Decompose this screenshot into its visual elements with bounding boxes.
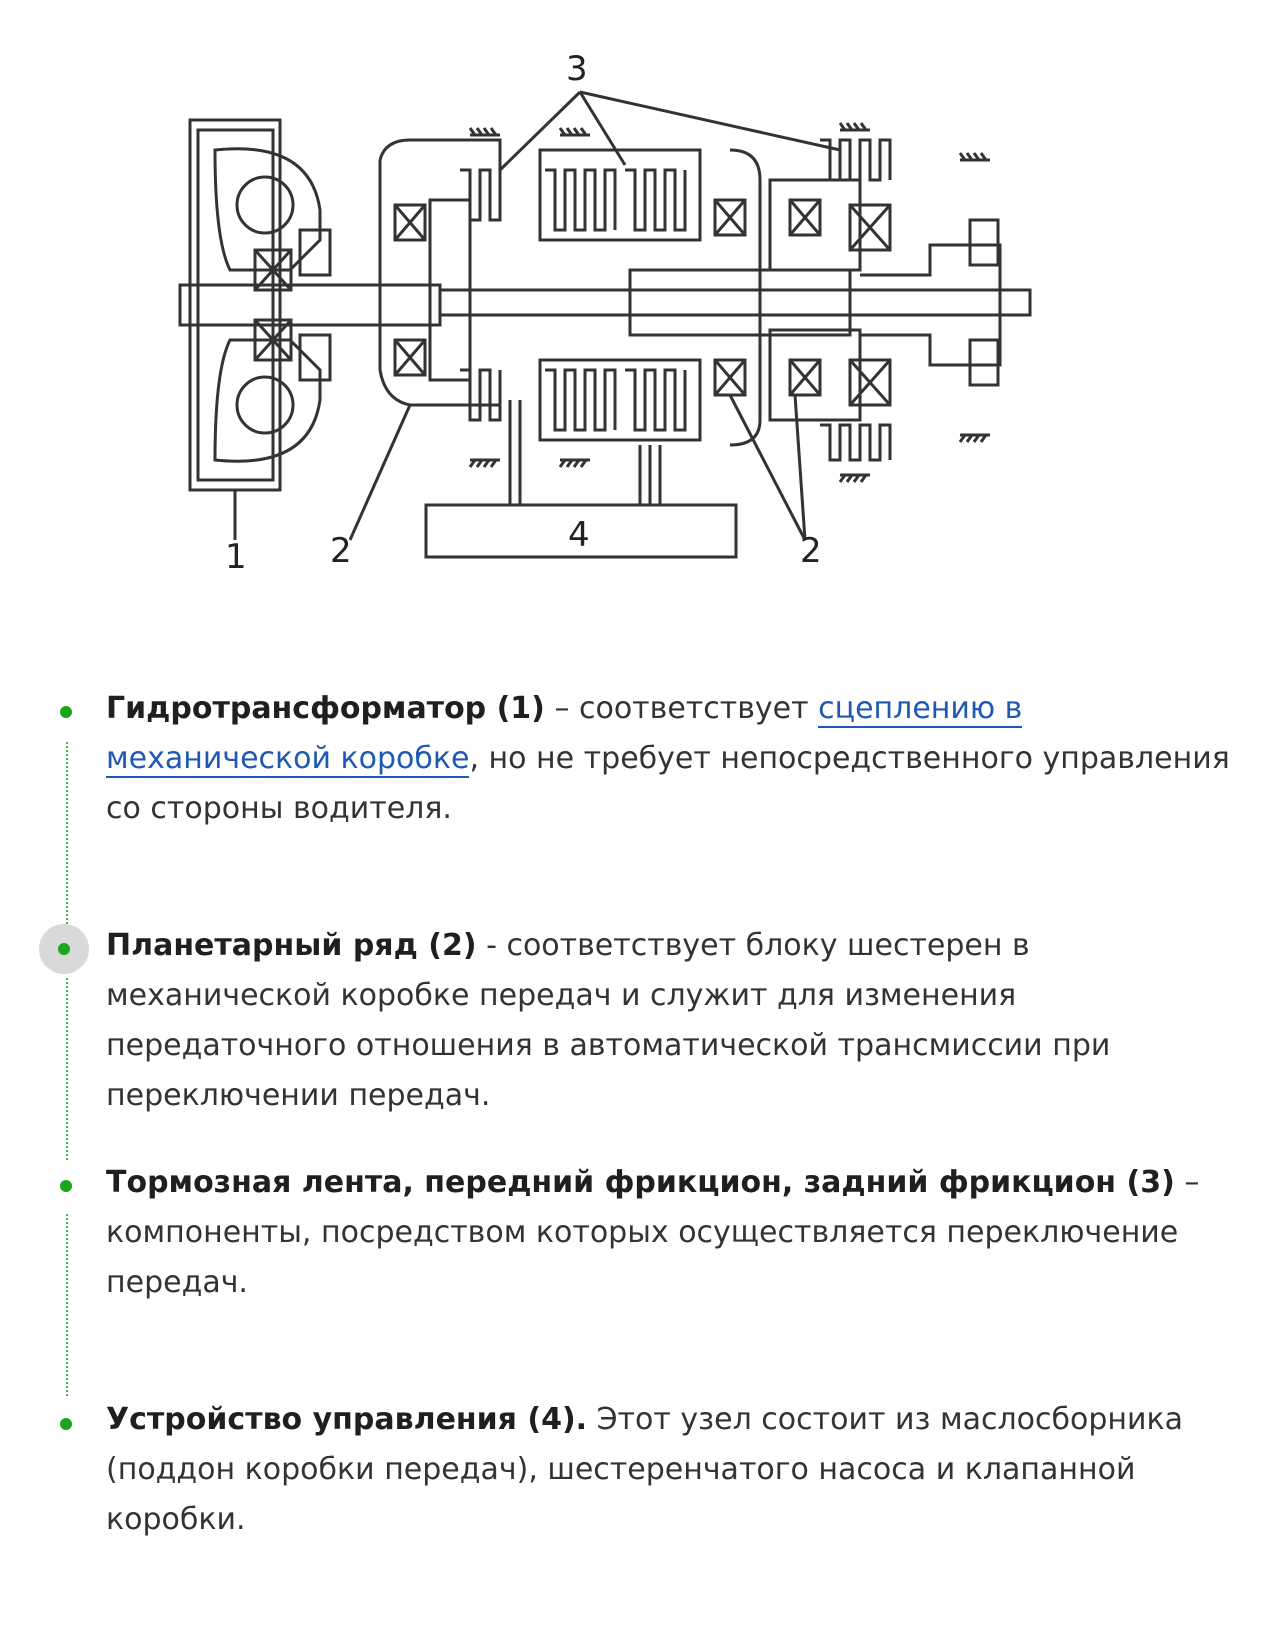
item-text: – соответствует — [544, 691, 819, 726]
item-control-unit — [106, 1395, 1246, 1545]
callout-2-right: 2 — [800, 531, 822, 571]
item-term: Устройство управления (4). — [106, 1402, 588, 1437]
callout-4: 4 — [568, 515, 590, 555]
callout-1: 1 — [225, 537, 247, 577]
bullet-dot — [60, 706, 72, 718]
item-text: – компоненты, посредством которых осуществляется переключение передач. — [106, 1165, 1200, 1300]
item-text: Этот узел состоит из маслосборника (поддон коробки передач), шестеренчатого насоса и клапанной коробки. — [106, 1402, 1183, 1537]
bullet-dot — [60, 1418, 72, 1430]
timeline-connector — [66, 1214, 68, 1396]
timeline-connector — [66, 742, 68, 924]
clutch-link[interactable]: сцеплению в механической коробке — [106, 691, 1023, 776]
callout-2-left: 2 — [330, 531, 352, 571]
item-text: , но не требует непосредственного управления со стороны водителя. — [106, 741, 1230, 826]
item-planetary-gear — [106, 921, 1246, 1121]
timeline-connector — [66, 978, 68, 1160]
item-brake-band-clutches — [106, 1158, 1246, 1308]
item-text: - соответствует блоку шестерен в механической коробке передач и служит для изменения передаточного отношения в автоматической трансмиссии при переключении передач. — [106, 928, 1111, 1113]
bullet-dot — [58, 943, 70, 955]
item-term: Планетарный ряд (2) — [106, 928, 477, 963]
item-term: Гидротрансформатор (1) — [106, 691, 545, 726]
item-term: Тормозная лента, передний фрикцион, задний фрикцион (3) — [106, 1165, 1175, 1200]
callout-3: 3 — [566, 49, 588, 89]
bullet-dot — [60, 1180, 72, 1192]
item-torque-converter — [106, 684, 1246, 834]
